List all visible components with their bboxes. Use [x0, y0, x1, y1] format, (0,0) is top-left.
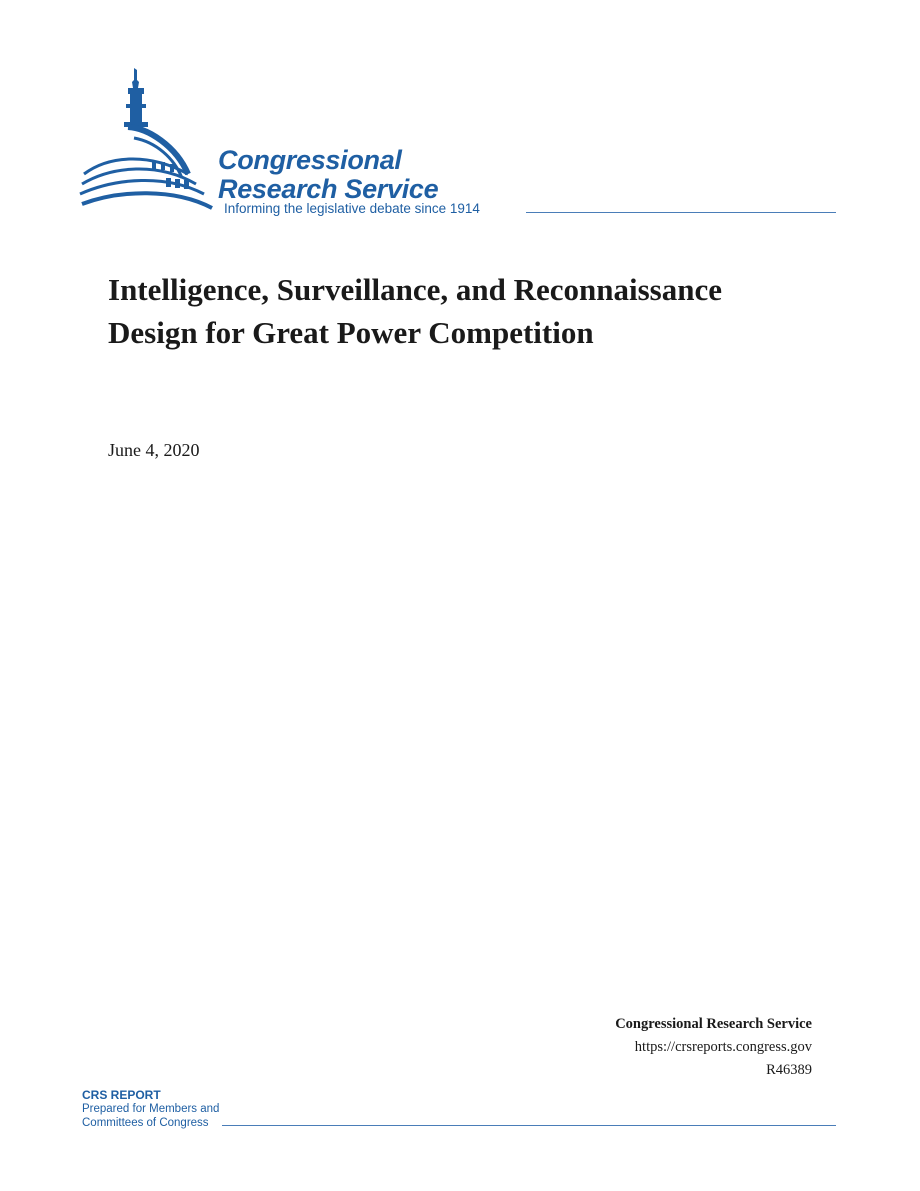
footer-label — [82, 1088, 219, 1130]
document-title: Intelligence, Surveillance, and Reconnaissance Design for Great Power Competition — [108, 272, 722, 350]
footer-rule — [222, 1125, 836, 1126]
logo-tagline: Informing the legislative debate since 1914 — [224, 201, 480, 216]
footer-line-2: Prepared for Members and — [82, 1103, 220, 1115]
logo-line-2: Research Service — [218, 174, 439, 204]
footer-crs-report: CRS REPORT — [82, 1088, 161, 1102]
publisher-name: Congressional Research Service — [615, 1016, 812, 1032]
footer-line-3: Committees of Congress — [82, 1117, 209, 1129]
publisher-block — [615, 1013, 812, 1082]
logo-line-1: Congressional — [218, 145, 402, 175]
capitol-dome-icon — [78, 66, 220, 218]
header-rule — [526, 212, 836, 213]
document-date: June 4, 2020 — [108, 440, 200, 460]
report-number: R46389 — [766, 1062, 812, 1078]
publisher-url[interactable]: https://crsreports.congress.gov — [634, 1039, 812, 1055]
logo-wordmark — [218, 146, 438, 204]
